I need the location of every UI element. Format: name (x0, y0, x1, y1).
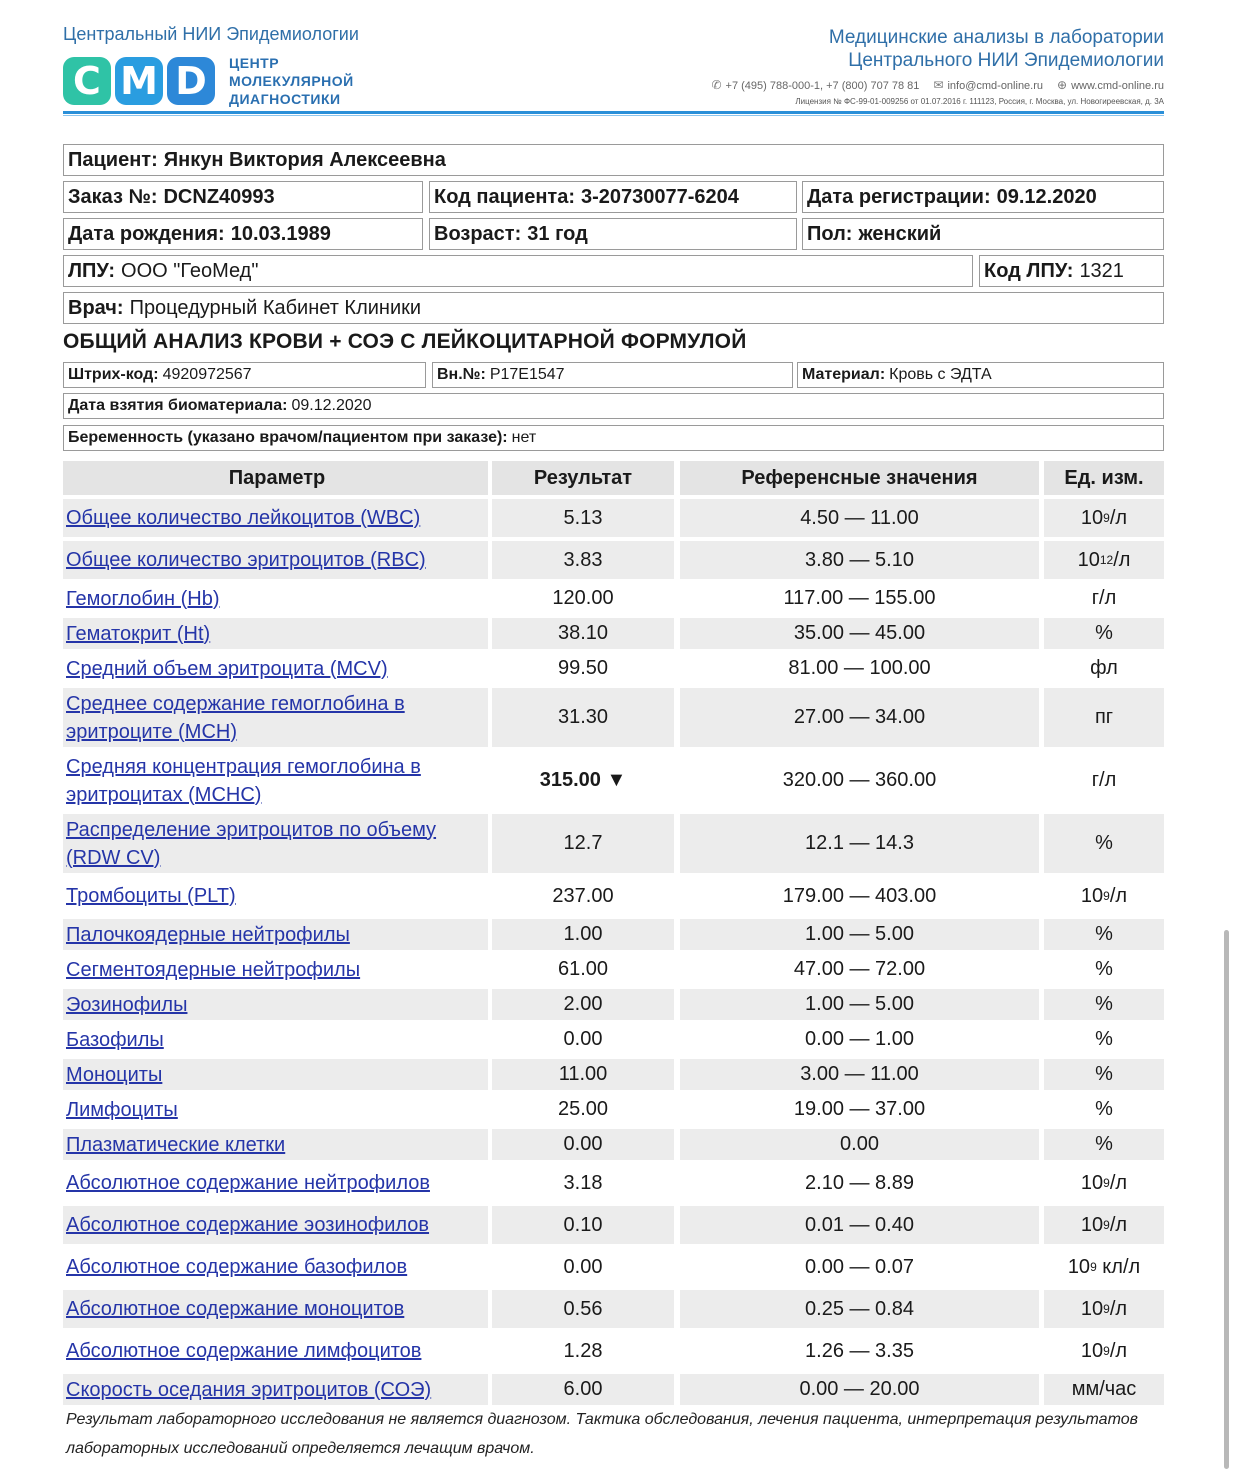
lpu-code: 1321 (1079, 259, 1124, 282)
unit-base: г/л (1091, 587, 1117, 609)
order-label: Заказ №: (68, 185, 158, 208)
table-row (63, 1332, 1164, 1370)
unit-base: 10 (1080, 884, 1104, 907)
result-cell: 1.28 (563, 1339, 603, 1362)
cmd-logo (63, 54, 354, 108)
result-cell: 0.00 (492, 1129, 674, 1160)
patient-name-box (63, 144, 1164, 176)
param-cell (63, 814, 488, 873)
unit-base: пг (1094, 706, 1114, 728)
param-cell (63, 1374, 488, 1405)
registration-date-label: Дата регистрации: (807, 185, 991, 208)
inner-number-label: Вн.№: (437, 366, 486, 383)
unit-base: % (1095, 923, 1113, 945)
website-contact[interactable] (1057, 78, 1164, 92)
reference-cell: 47.00 — 72.00 (793, 958, 926, 980)
result-cell: 0.00 (563, 1028, 603, 1050)
param-link[interactable]: Лимфоциты (66, 1098, 178, 1121)
dob-label: Дата рождения: (68, 222, 225, 245)
doctor-box (63, 292, 1164, 324)
unit-tail: кл/л (1096, 1255, 1141, 1278)
globe-icon: ⊕ (1057, 78, 1068, 92)
doctor-label: Врач: (68, 296, 124, 319)
patient-code-label: Код пациента: (434, 185, 575, 208)
disclaimer-note: Результат лабораторного исследования не является диагнозом. Тактика обследования, лечения пациента, интерпретация результатов лабораторных исследований определяется лечащим врачом. (66, 1411, 1138, 1457)
unit-tail: /л (1109, 506, 1128, 529)
lpu-code-label: Код ЛПУ: (984, 259, 1074, 282)
result-cell: 31.30 (492, 688, 674, 747)
unit-cell (1044, 954, 1164, 985)
param-link[interactable]: Сегментоядерные нейтрофилы (66, 958, 361, 981)
unit-base: 10 (1080, 1339, 1104, 1362)
param-cell (63, 954, 488, 985)
results-table (63, 461, 1164, 1409)
result-cell: 38.10 (492, 618, 674, 649)
unit-cell (1044, 919, 1164, 950)
lpu-label: ЛПУ: (68, 259, 116, 282)
material-box (797, 362, 1164, 388)
reference-cell: 27.00 — 34.00 (680, 688, 1039, 747)
order-number: DCNZ40993 (163, 185, 275, 208)
param-link[interactable]: Моноциты (66, 1063, 163, 1086)
lab-title-line-2: Центрального НИИ Эпидемиологии (848, 50, 1164, 71)
patient-code: 3-20730077-6204 (581, 185, 739, 208)
sample-date-box (63, 393, 1164, 419)
reference-cell: 3.00 — 11.00 (680, 1059, 1039, 1090)
logo-text-line: ДИАГНОСТИКИ (229, 91, 341, 107)
website-text: www.cmd-online.ru (1071, 80, 1164, 92)
reference-cell: 35.00 — 45.00 (680, 618, 1039, 649)
result-cell: 0.56 (492, 1290, 674, 1328)
mail-icon: ✉ (933, 78, 944, 92)
pregnancy-box (63, 425, 1164, 451)
param-link[interactable]: Гемоглобин (Hb) (66, 587, 220, 610)
reference-cell: 4.50 — 11.00 (680, 499, 1039, 537)
table-row (63, 954, 1164, 985)
inner-number: P17E1547 (489, 366, 565, 383)
logo-letter-c: C (63, 57, 111, 105)
reference-cell: 1.26 — 3.35 (805, 1339, 914, 1362)
unit-base: % (1095, 1028, 1113, 1050)
unit-cell (1044, 653, 1164, 684)
unit-base: 10 (1080, 506, 1104, 529)
param-cell (63, 1248, 488, 1286)
logo-text (229, 54, 354, 108)
result-cell: 0.00 (563, 1255, 603, 1278)
barcode-label: Штрих-код: (68, 366, 159, 383)
table-row (63, 499, 1164, 537)
result-cell: 25.00 (557, 1098, 609, 1120)
material: Кровь с ЭДТА (889, 366, 992, 383)
reference-cell: 0.25 — 0.84 (680, 1290, 1039, 1328)
patient-label: Пациент: (68, 148, 158, 171)
logo-letter-m: M (115, 57, 163, 105)
dob-box (63, 218, 423, 250)
unit-tail: /л (1109, 1297, 1128, 1320)
header-right (711, 26, 1164, 106)
sample-date: 09.12.2020 (291, 397, 372, 414)
header-reference: Референсные значения (680, 461, 1039, 495)
lpu-box (63, 255, 973, 287)
result-cell: 315.00 ▼ (539, 769, 627, 791)
param-cell (63, 1059, 488, 1090)
unit-cell (1044, 1024, 1164, 1055)
result-cell: 120.00 (552, 587, 614, 609)
age-box (429, 218, 797, 250)
param-cell (63, 499, 488, 537)
result-cell: 0.10 (492, 1206, 674, 1244)
param-cell (63, 653, 488, 684)
param-cell (63, 1094, 488, 1125)
age-label: Возраст: (434, 222, 522, 245)
table-row (63, 653, 1164, 684)
sex-box (802, 218, 1164, 250)
param-link[interactable]: Базофилы (66, 1028, 164, 1051)
barcode: 4920972567 (162, 366, 252, 383)
param-cell (63, 877, 488, 915)
param-link[interactable]: Среднее содержание гемоглобина в эритроците (MCH) (66, 692, 405, 743)
result-cell: 12.7 (492, 814, 674, 873)
reference-cell: 320.00 — 360.00 (782, 769, 937, 791)
result-cell: 5.13 (492, 499, 674, 537)
logo-letters (63, 57, 219, 105)
table-row (63, 583, 1164, 614)
unit-cell (1044, 1059, 1164, 1090)
table-row (63, 688, 1164, 747)
unit-cell: 10 9 /л (1044, 499, 1164, 537)
table-row (63, 1206, 1164, 1244)
lpu: ООО "ГеоМед" (121, 259, 259, 282)
logo-letter-d: D (167, 57, 215, 105)
unit-tail: /л (1109, 1171, 1128, 1194)
param-link[interactable]: Скорость оседания эритроцитов (СОЭ) (66, 1378, 432, 1401)
lpu-code-box (979, 255, 1164, 287)
registration-date: 09.12.2020 (996, 185, 1097, 208)
reference-cell: 3.80 — 5.10 (680, 541, 1039, 579)
license-text: Лицензия № ФС-99-01-009256 от 01.07.2016 г. 111123, Россия, г. Москва, ул. Новогиреевская, д. 3А (795, 97, 1164, 106)
age: 31 год (527, 222, 588, 245)
param-link[interactable]: Эозинофилы (66, 993, 188, 1016)
unit-base: мм/час (1071, 1378, 1137, 1400)
unit-base: фл (1090, 657, 1118, 679)
unit-cell (1044, 989, 1164, 1020)
org-name: Центральный НИИ Эпидемиологии (63, 24, 359, 44)
table-row (63, 1059, 1164, 1090)
unit-cell (1044, 1129, 1164, 1160)
param-link[interactable]: Общее количество эритроцитов (RBC) (66, 549, 426, 571)
unit-cell (1044, 1374, 1164, 1405)
unit-base: 10 (1077, 548, 1100, 571)
reference-cell: 19.00 — 37.00 (793, 1098, 926, 1120)
table-row (63, 541, 1164, 579)
sample-date-label: Дата взятия биоматериала: (68, 397, 288, 414)
unit-tail: /л (1113, 548, 1131, 571)
barcode-box (63, 362, 426, 388)
inner-number-box (432, 362, 793, 388)
table-row (63, 919, 1164, 950)
param-cell (63, 989, 488, 1020)
logo-text-line: ЦЕНТР (229, 55, 280, 71)
param-link[interactable]: Абсолютное содержание нейтрофилов (66, 1172, 430, 1194)
unit-cell (1044, 688, 1164, 747)
param-link[interactable]: Абсолютное содержание моноцитов (66, 1298, 405, 1320)
sex-label: Пол: (807, 222, 853, 245)
reference-cell: 81.00 — 100.00 (788, 657, 931, 679)
param-cell (63, 1164, 488, 1202)
table-row (63, 1374, 1164, 1405)
header-unit: Ед. изм. (1044, 461, 1164, 495)
order-box (63, 181, 423, 213)
result-cell: 11.00 (492, 1059, 674, 1090)
param-cell (63, 919, 488, 950)
param-link[interactable]: Средний объем эритроцита (MCV) (66, 657, 388, 680)
param-link[interactable]: Плазматические клетки (66, 1133, 286, 1156)
header-param: Параметр (63, 461, 488, 495)
result-cell: 3.83 (492, 541, 674, 579)
unit-base: % (1095, 1098, 1113, 1120)
header-divider (63, 111, 1164, 114)
table-row (63, 1290, 1164, 1328)
param-cell (63, 1290, 488, 1328)
param-link[interactable]: Средняя концентрация гемоглобина в эритроцитах (MCHC) (66, 755, 421, 806)
param-cell (63, 1206, 488, 1244)
table-row (63, 814, 1164, 873)
scrollbar[interactable] (1224, 930, 1229, 1469)
param-link[interactable]: Общее количество лейкоцитов (WBC) (66, 507, 421, 529)
unit-cell: 10 9 /л (1080, 1171, 1128, 1194)
unit-tail: /л (1109, 1213, 1128, 1236)
result-cell: 3.18 (563, 1171, 603, 1194)
unit-cell: 10 9 кл/л (1067, 1255, 1141, 1278)
param-cell (63, 583, 488, 614)
header-divider-thin (63, 115, 1164, 116)
reference-cell: 0.00 (680, 1129, 1039, 1160)
unit-cell: 10 9 /л (1080, 884, 1128, 907)
unit-tail: /л (1109, 884, 1128, 907)
result-cell: 61.00 (557, 958, 609, 980)
param-link[interactable]: Распределение эритроцитов по объему (RDW CV) (66, 818, 437, 869)
param-cell (63, 1024, 488, 1055)
email-text: info@cmd-online.ru (947, 80, 1044, 92)
reference-cell: 0.00 — 1.00 (805, 1028, 914, 1050)
table-row (63, 1129, 1164, 1160)
unit-base: % (1095, 1063, 1113, 1085)
table-row (63, 618, 1164, 649)
logo-text-line: МОЛЕКУЛЯРНОЙ (229, 73, 354, 89)
param-cell (63, 751, 488, 810)
result-cell: 2.00 (492, 989, 674, 1020)
doctor: Процедурный Кабинет Клиники (129, 296, 422, 319)
param-link[interactable]: Абсолютное содержание лимфоцитов (66, 1340, 422, 1362)
material-label: Материал: (802, 366, 886, 383)
unit-cell: 10 12 /л (1044, 541, 1164, 579)
reference-cell: 0.00 — 0.07 (805, 1255, 914, 1278)
contacts (711, 78, 1164, 92)
email-contact[interactable] (933, 78, 1043, 92)
param-cell (63, 1332, 488, 1370)
result-cell: 237.00 (552, 884, 614, 907)
param-link[interactable]: Абсолютное содержание эозинофилов (66, 1214, 430, 1236)
unit-cell (1044, 1094, 1164, 1125)
unit-base: % (1095, 1133, 1113, 1155)
pregnancy-label: Беременность (указано врачом/пациентом при заказе): (68, 429, 508, 446)
reference-cell: 117.00 — 155.00 (783, 587, 936, 609)
unit-cell (1044, 814, 1164, 873)
pregnancy: нет (511, 429, 537, 446)
param-link[interactable]: Палочкоядерные нейтрофилы (66, 923, 350, 946)
table-row (63, 751, 1164, 810)
table-row (63, 1248, 1164, 1286)
patient-name: Янкун Виктория Алексеевна (163, 148, 446, 171)
sex: женский (858, 222, 942, 245)
unit-base: % (1095, 993, 1113, 1015)
analysis-title: ОБЩИЙ АНАЛИЗ КРОВИ + СОЭ С ЛЕЙКОЦИТАРНОЙ ФОРМУЛОЙ (63, 330, 747, 353)
header-result: Результат (492, 461, 674, 495)
lab-title-line-1: Медицинские анализы в лаборатории (828, 27, 1164, 48)
unit-base: 10 (1080, 1297, 1104, 1320)
unit-cell: 10 9 /л (1044, 1206, 1164, 1244)
unit-base: % (1095, 832, 1113, 854)
unit-base: 10 (1080, 1213, 1104, 1236)
unit-cell (1044, 618, 1164, 649)
param-cell (63, 688, 488, 747)
unit-cell (1044, 751, 1164, 810)
phone-contact[interactable] (711, 78, 919, 92)
param-link[interactable]: Абсолютное содержание базофилов (66, 1256, 408, 1278)
reference-cell: 2.10 — 8.89 (805, 1171, 914, 1194)
unit-cell (1044, 583, 1164, 614)
table-row (63, 1024, 1164, 1055)
param-link[interactable]: Тромбоциты (PLT) (66, 885, 236, 907)
unit-base: г/л (1091, 769, 1117, 791)
unit-cell: 10 9 /л (1044, 1290, 1164, 1328)
param-cell (63, 618, 488, 649)
table-row (63, 877, 1164, 915)
unit-tail: /л (1109, 1339, 1128, 1362)
reference-cell: 179.00 — 403.00 (782, 884, 937, 907)
patient-code-box (429, 181, 797, 213)
phone-icon: ✆ (711, 78, 722, 92)
table-header (63, 461, 1164, 495)
reference-cell: 0.01 — 0.40 (680, 1206, 1039, 1244)
param-cell (63, 1129, 488, 1160)
registration-date-box (802, 181, 1164, 213)
table-row (63, 1094, 1164, 1125)
table-row (63, 1164, 1164, 1202)
table-row (63, 989, 1164, 1020)
result-cell: 1.00 (492, 919, 674, 950)
param-link[interactable]: Гематокрит (Ht) (66, 622, 211, 645)
phone-text: +7 (495) 788-000-1, +7 (800) 707 78 81 (725, 80, 920, 92)
unit-base: 10 (1080, 1171, 1104, 1194)
unit-base: 10 (1067, 1255, 1091, 1278)
param-cell (63, 541, 488, 579)
reference-cell: 1.00 — 5.00 (680, 989, 1039, 1020)
result-cell: 99.50 (557, 657, 609, 679)
dob: 10.03.1989 (230, 222, 331, 245)
unit-base: % (1095, 958, 1113, 980)
reference-cell: 12.1 — 14.3 (680, 814, 1039, 873)
reference-cell: 0.00 — 20.00 (680, 1374, 1039, 1405)
unit-base: % (1095, 622, 1113, 644)
reference-cell: 1.00 — 5.00 (680, 919, 1039, 950)
result-cell: 6.00 (492, 1374, 674, 1405)
unit-cell: 10 9 /л (1080, 1339, 1128, 1362)
